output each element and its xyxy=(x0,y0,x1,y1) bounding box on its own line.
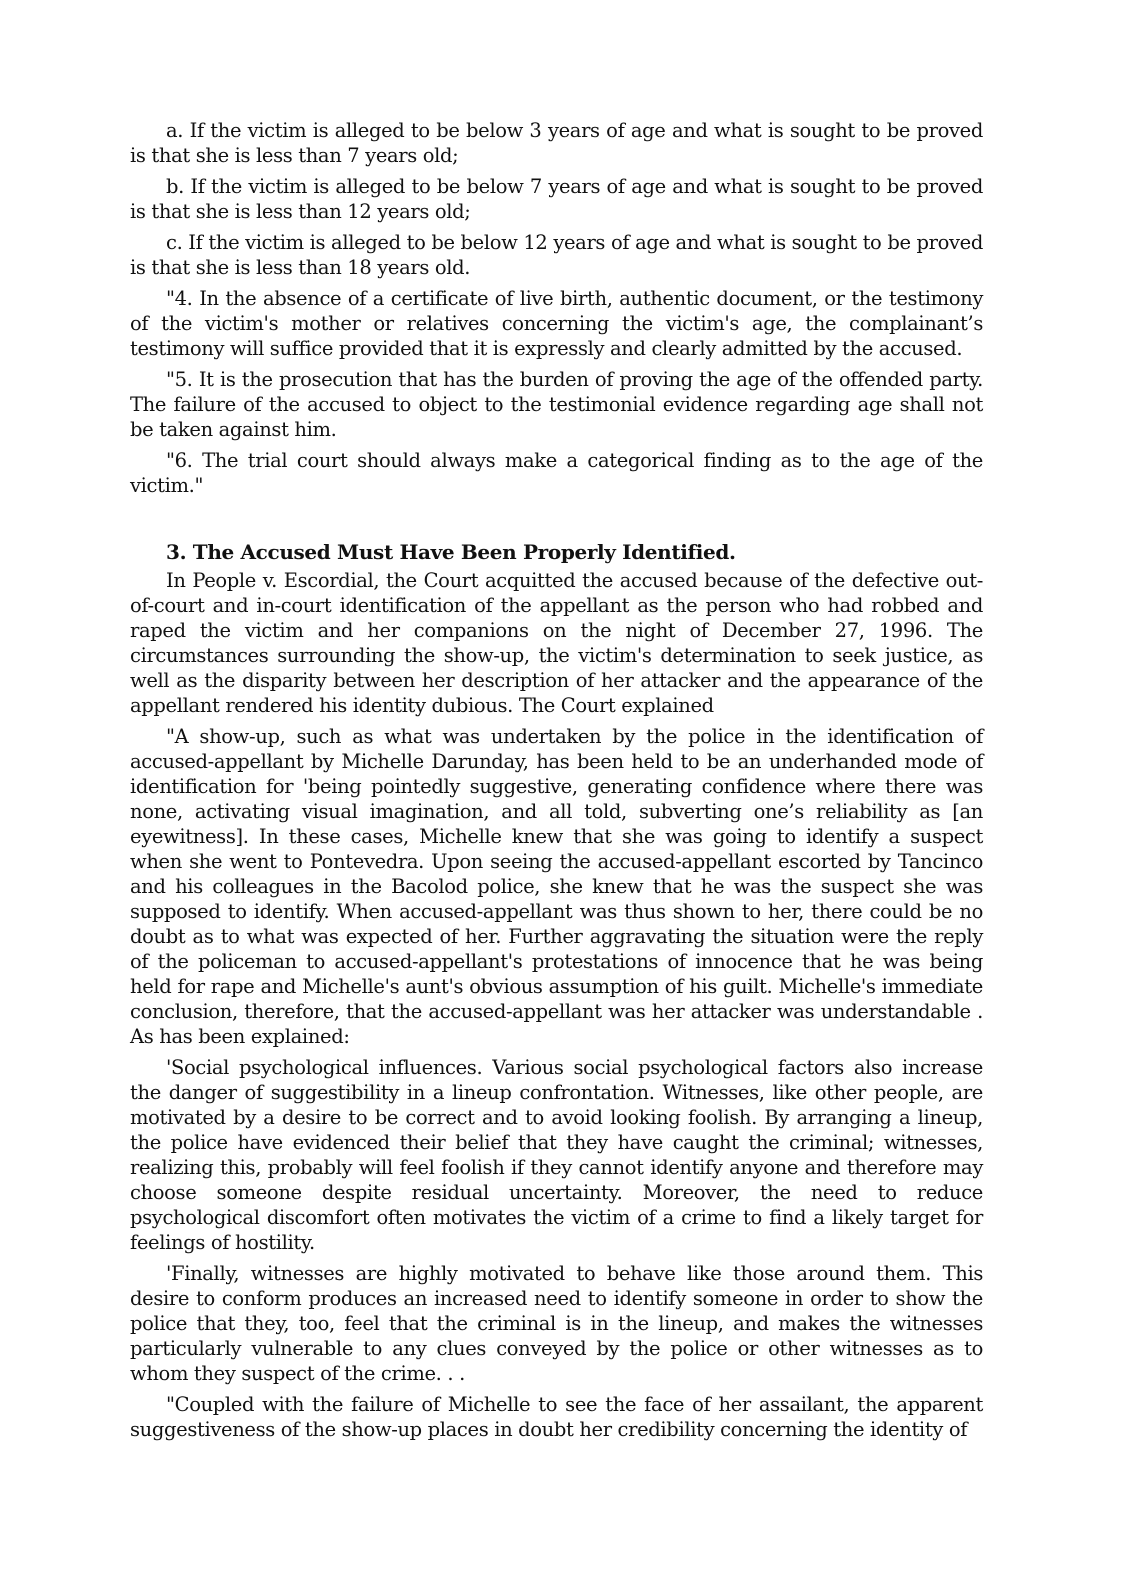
paragraph-coupled: "Coupled with the failure of Michelle to see the face of her assailant, the apparent suggestiveness of the show-up places in doubt her credibility concerning the identity of xyxy=(130,1393,983,1441)
paragraph-3b: b. If the victim is alleged to be below 7 years of age and what is sought to be proved is that she is less than 12 years old; xyxy=(130,175,983,223)
paragraph-item-4: "4. In the absence of a certificate of live birth, authentic document, or the testimony of the victim's mother or relatives concerning the victim's age, the complainant’s testimony will suffice provided that it is expressly and clearly admitted by the accused. xyxy=(130,287,983,360)
paragraph-conformity: 'Finally, witnesses are highly motivated to behave like those around them. This desire to conform produces an increased need to identify someone in order to show the police that they, too, feel that the criminal is in the lineup, and makes the witnesses particularly vulnerable to any clues conveyed by the police or other witnesses as to whom they suspect of the crime. . . xyxy=(130,1262,983,1385)
paragraph-item-5: "5. It is the prosecution that has the burden of proving the age of the offended party. The failure of the accused to object to the testimonial evidence regarding age shall not be taken against him. xyxy=(130,368,983,441)
paragraph-show-up-quote: "A show-up, such as what was undertaken by the police in the identification of accused-appellant by Michelle Darunday, has been held to be an underhanded mode of identification for 'being pointedly suggestive, generating confidence where there was none, activating visual imagination, and all told, subverting one’s reliability as [an eyewitness]. In these cases, Michelle knew that she was going to identify a suspect when she went to Pontevedra. Upon seeing the accused-appellant escorted by Tancinco and his colleagues in the Bacolod police, she knew that he was the suspect she was supposed to identify. When accused-appellant was thus shown to her, there could be no doubt as to what was expected of her. Further aggravating the situation were the reply of the policeman to accused-appellant's protestations of innocence that he was being held for rape and Michelle's aunt's obvious assumption of his guilt. Michelle's immediate conclusion, therefore, that the accused-appellant was her attacker was understandable . As has been explained: xyxy=(130,725,983,1048)
paragraph-escordial-intro: In People v. Escordial, the Court acquitted the accused because of the defective out-of-court and in-court identification of the appellant as the person who had robbed and raped the victim and her companions on the night of December 27, 1996. The circumstances surrounding the show-up, the victim's determination to seek justice, as well as the disparity between her description of her attacker and the appearance of the appellant rendered his identity dubious. The Court explained xyxy=(130,569,983,717)
section-heading: 3. The Accused Must Have Been Properly Identified. xyxy=(166,540,736,564)
paragraph-social-psychological: 'Social psychological influences. Various social psychological factors also increase the danger of suggestibility in a lineup confrontation. Witnesses, like other people, are motivated by a desire to be correct and to avoid looking foolish. By arranging a lineup, the police have evidenced their belief that they have caught the criminal; witnesses, realizing this, probably will feel foolish if they cannot identify anyone and therefore may choose someone despite residual uncertainty. Moreover, the need to reduce psychological discomfort often motivates the victim of a crime to find a likely target for feelings of hostility. xyxy=(130,1056,983,1254)
document-page xyxy=(130,118,983,1448)
paragraph-item-6: "6. The trial court should always make a categorical finding as to the age of the victim." xyxy=(130,449,983,497)
paragraph-3a: a. If the victim is alleged to be below 3 years of age and what is sought to be proved is that she is less than 7 years old; xyxy=(130,119,983,167)
paragraph-3c: c. If the victim is alleged to be below 12 years of age and what is sought to be proved is that she is less than 18 years old. xyxy=(130,231,983,279)
